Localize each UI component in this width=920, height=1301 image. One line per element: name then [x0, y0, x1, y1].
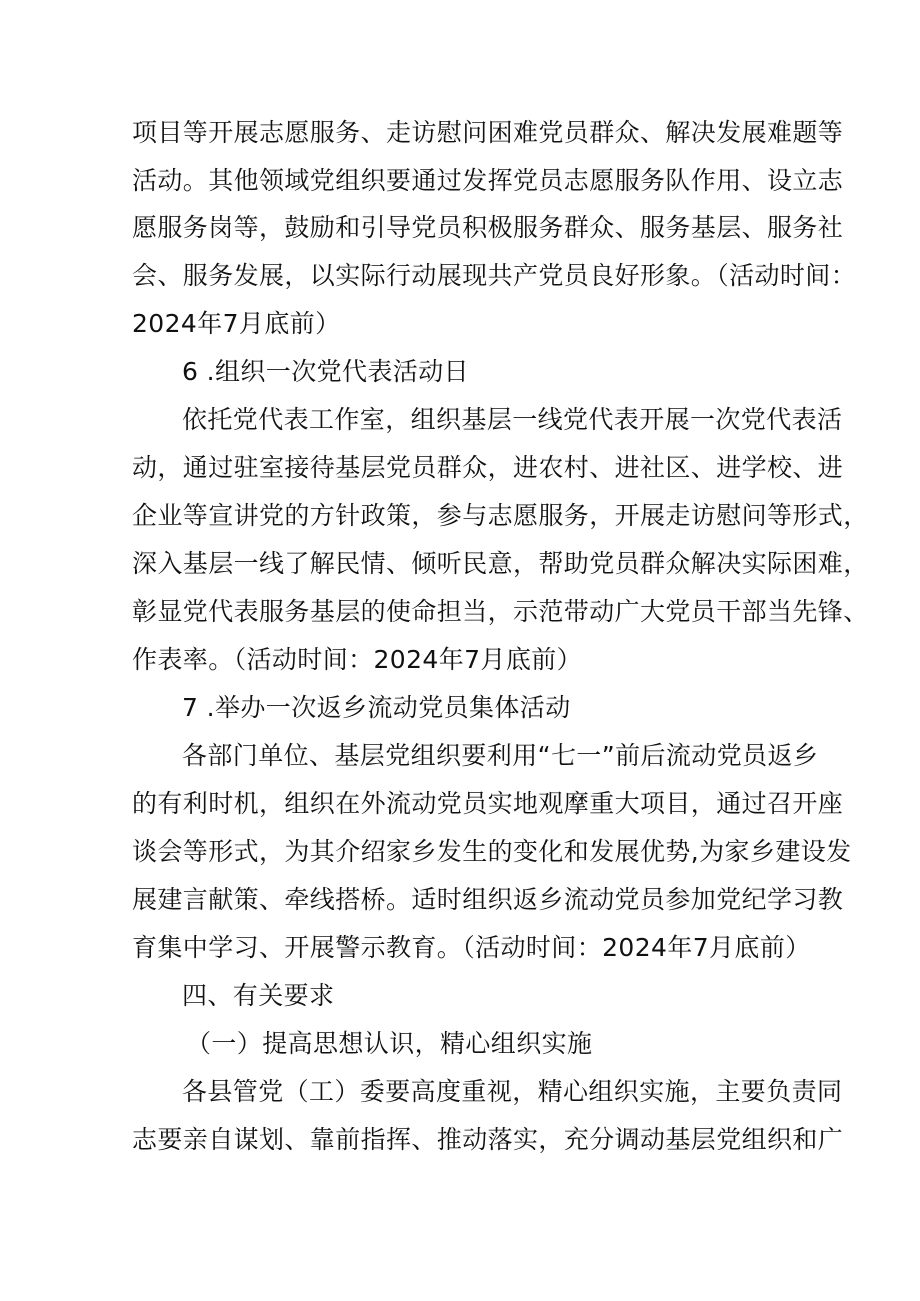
text-line: 的有利时机，组织在外流动党员实地观摩重大项目，通过召开座: [132, 789, 844, 818]
section-heading: 四、有关要求: [182, 981, 335, 1010]
text-line: 彰显党代表服务基层的使命担当，示范带动广大党员干部当先锋、: [132, 597, 869, 626]
text-line: 作表率。（活动时间：2024年7月底前）: [132, 645, 583, 674]
text-line: 各部门单位、基层党组织要利用“七一”前后流动党员返乡: [182, 741, 819, 770]
text-line: 依托党代表工作室，组织基层一线党代表开展一次党代表活: [182, 405, 843, 434]
text-line: 育集中学习、开展警示教育。（活动时间：2024年7月底前）: [132, 933, 811, 962]
text-line: 2024年7月底前）: [132, 309, 341, 338]
text-line: 愿服务岗等，鼓励和引导党员积极服务群众、服务基层、服务社: [132, 213, 844, 242]
text-line: 活动。其他领域党组织要通过发挥党员志愿服务队作用、设立志: [132, 166, 844, 195]
text-line: 展建言献策、牵线搭桥。适时组织返乡流动党员参加党纪学习教: [132, 885, 844, 914]
text-line: 深入基层一线了解民情、倾听民意，帮助党员群众解决实际困难，: [132, 549, 869, 578]
section-heading: 6 .组织一次党代表活动日: [182, 357, 470, 386]
subsection-heading: （一）提高思想认识，精心组织实施: [186, 1029, 593, 1058]
text-line: 动，通过驻室接待基层党员群众，进农村、进社区、进学校、进: [132, 453, 844, 482]
text-line: 企业等宣讲党的方针政策，参与志愿服务，开展走访慰问等形式，: [132, 501, 869, 530]
text-line: 项目等开展志愿服务、走访慰问困难党员群众、解决发展难题等: [132, 118, 844, 147]
text-line: 谈会等形式，为其介绍家乡发生的变化和发展优势,为家乡建设发: [132, 837, 852, 866]
section-heading: 7 .举办一次返乡流动党员集体活动: [182, 693, 571, 722]
text-line: 会、服务发展，以实际行动展现共产党员良好形象。（活动时间：: [132, 261, 857, 290]
text-line: 各县管党（工）委要高度重视，精心组织实施，主要负责同: [182, 1077, 843, 1106]
text-line: 志要亲自谋划、靠前指挥、推动落实，充分调动基层党组织和广: [132, 1125, 844, 1154]
